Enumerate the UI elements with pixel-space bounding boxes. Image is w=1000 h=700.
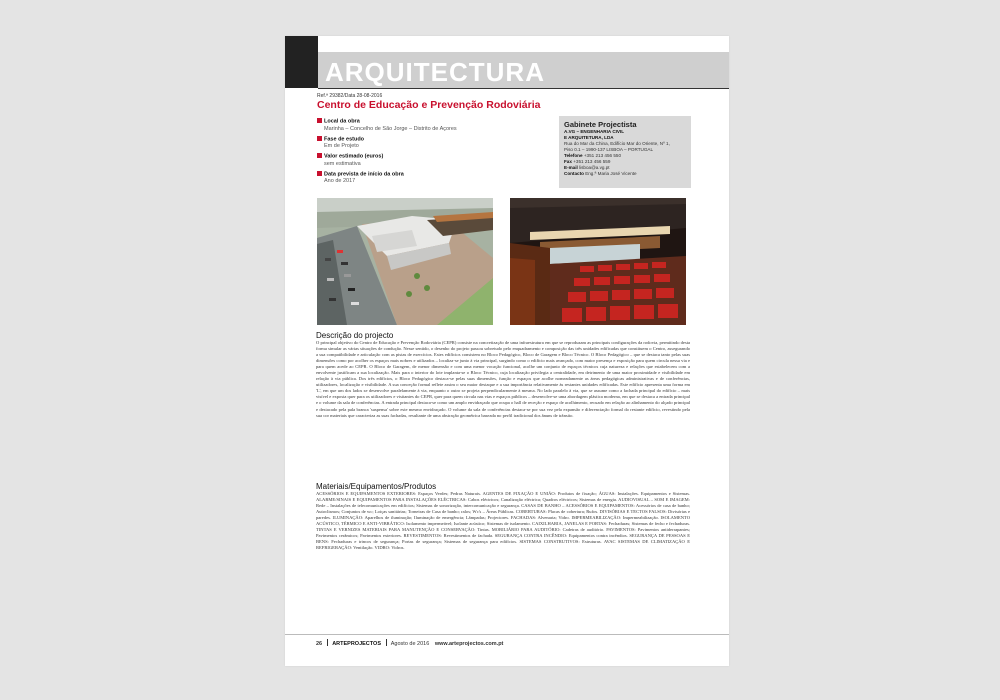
description-text: O principal objetivo do Centro de Educação e Prevenção Rodoviária (CEPR) consiste na concretização de uma infraestrutura em que se reproduzam as principais configurações da rodovia, permitindo desta forma simular as várias situações de condução. Nesse sentido, o desenho do projeto passou sobretudo pelo enquadramento e composição das três unidades edificadas que constituem o Centro, assegurando a sua compatibilidade e articulação com as pistas de exercícios. Estes edifícios consistem no Bloco Pedagógico, Bloco de Garagem e Bloco Técnico. O Bloco Pedagógico – que se destaca tanto pelas suas dimensões como por acolher os espaços mais nobres e utilizados – localiza-se junto à via principal, surgindo como o edifício mais avançado, com maior presença e exposição para quem circula nessa via e para quem acede ao CEPR. O Bloco de Garagem, de menor dimensão e com uma menor vocação funcional, acolhe um conjunto de espaços técnicos cuja natureza e relações que estabelecem com a envolvente justificam a sua localização. Mais para o interior do lote implanta-se o Bloco Técnico, cuja localização privilegia a centralidade, em detrimento de uma maior proximidade e visibilidade em relação à via pública. Dos três edifícios, o Bloco Pedagógico destaca-se pelas suas dimensões, função e espaços que acolhe nomeadamente as áreas pedagógicas administrativas e de conferências, utilizadores, localização e visibilidade. A sua conceção formal reflete assim o seu maior destaque e a sua importância relativamente às restantes unidades edificadas. Este edifício apresenta uma forma em 'L', em que um dos lados se desenvolve paralelamente à via, enquanto o outro se projeta perpendicularmente à mesma. No lado paralelo à via, que se assume como a fachada principal do edifício – mais visível e exposta quer para os utilizadores e visitantes do CEPR, quer para quem circula nas vias e espaços públicos – desenvolve-se uma abordagem plástica moderna, em que se destaca a entrada principal e o volume da sala de conferências. A entrada principal destaca-se como um amplo envidraçado que ocupa o hall de receção e espaço de acolhimento, recuado em relação ao alinhamento do alçado principal e destacado pela pala branca 'suspensa' sobre este mesmo envidraçado. O volume da sala de conferências destaca-se por sua vez pela expansão e diferenciação formal do restante edifício, revestindo pela sua cor materiais que caracteriza as suas fachadas, resultante de uma abstração geométrica baseada no perfil tradicional dos ânuns de trânsito. <box>316 340 690 418</box>
issue-date: Agosto de 2016 <box>390 641 430 647</box>
fact-label: Local da obra <box>317 118 547 126</box>
fax-label: Fax <box>564 159 572 164</box>
materials-heading: Materiais/Equipamentos/Produtos <box>316 482 437 491</box>
magazine-brand: ARTEPROJECTOS <box>332 641 381 647</box>
phone-label: Telefone <box>564 153 583 158</box>
footer-separator <box>327 639 328 646</box>
fact-location <box>317 118 547 133</box>
office-address-1: Rua do Mar da China, Edifício Mar do Oriente, Nº 1, <box>564 141 670 146</box>
website-url[interactable]: www.arteprojectos.com.pt <box>434 641 504 647</box>
project-facts <box>317 118 547 188</box>
footer-divider <box>285 634 729 635</box>
fact-value: sem estimativa <box>324 160 361 167</box>
email-label: E-mail <box>564 165 578 170</box>
fact-start-date <box>317 171 547 186</box>
fact-label: Valor estimado (euros) <box>317 153 547 161</box>
materials-text: ACESSÓRIOS E EQUIPAMENTOS EXTERIORES: Espaços Verdes; Pedras Naturais. AGENTES DE FIXAÇÃO E UNIÃO: Produtos de fixação; ÁGUAS: Instalações. Equipamentos e Sistemas. ALARME/SINAIS E EQUIPAMENTOS PARA INSTALAÇÕES ELÉCTRICAS: Cabos eléctricos; Canalização eléctrica; Quadros eléctricos; Sistemas de energia. AUDIOVISUAL – SOM E IMAGEM: Rede – Instalações de telecomunicações em edifícios; Sistemas de sonorização, intercomunicação e segurança. CASAS DE BANHO – ACESSÓRIOS E EQUIPAMENTOS: Acessórios de casa de banho; Autoclismos; Conjuntos de wc; Loiças sanitárias; Torneiras de Casa de banho; ralos; Wc's – Áreas Públicas. COBERTURAS: Placas de cobertura; Rufos. DIVISÓRIAS E TECTOS FALSOS: Divisórias e paredes. ILUMINAÇÃO: Aparelhos de iluminação; Iluminação de emergência; Lâmpadas; Projectores. FACHADAS: Alvenaria; Vidro. IMPERMEABILIZAÇÃO: Impermeabilização. ISOLAMENTO ACÚSTICO, TÉRMICO E ANTI-VIBRÁTICO: Isolamento impermeável; Isolante acústico; Sistemas de isolamento. CAIXILHARIA, JANELAS E PORTAS: Fechaduras; Sistemas de fecho e fechaduras. TINTAS E VERNIZES MATERIAIS PARA MANUTENÇÃO E CONSERVAÇÃO: Tintas. MOBILIÁRIO PARA AUDITÓRIO: Cadeiras de auditório. PAVIMENTOS: Pavimentos antiderrapantes; Pavimentos cerâmicos; Pavimentos exteriores. REVESTIMENTOS: Revestimentos de fachada. SEGURANÇA CONTRA INCÊNDIO: Equipamentos contra incêndios. SEGURANÇA DE PESSOAS E BENS: Fechaduras e trincos de segurança; Portas de segurança; Sistemas de segurança para edifícios. SISTEMAS CONSTRUTIVOS: Estruturas. AVAC SISTEMAS DE CLIMATIZAÇÃO E REFRIGERAÇÃO: Ventilação. VIDRO: Vidros. <box>316 491 690 551</box>
fact-value: Ano de 2017 <box>324 178 356 184</box>
fax-value: +351 213 456 559 <box>573 159 611 164</box>
contact-value: Eng.ª Maria José Vicente <box>585 171 637 176</box>
fact-value: Marinha – Concelho de São Jorge – Distrito de Açores <box>324 125 457 132</box>
article-reference: Ref.ª 29382/Data 28-08-2016 <box>317 93 383 99</box>
office-contact <box>564 171 686 177</box>
design-office-box <box>559 116 691 188</box>
page-number: 26 <box>316 641 323 647</box>
footer-separator <box>386 639 387 646</box>
magazine-page <box>285 36 729 666</box>
description-heading: Descrição do projecto <box>316 331 394 340</box>
section-title: ARQUITECTURA <box>325 57 545 87</box>
office-address-2: Piso 0.1 – 1990-137 LISBOA – PORTUGAL <box>564 147 654 152</box>
contact-label: Contacto <box>564 171 584 176</box>
fact-phase <box>317 136 547 151</box>
office-company-name: A.VG – ENGENHARIA CIVIL <box>564 129 625 134</box>
fact-label: Fase de estudo <box>317 136 547 144</box>
fact-label: Data prevista de início da obra <box>317 171 547 179</box>
design-office-title: Gabinete Projectista <box>564 120 637 129</box>
fact-value: Em de Projeto <box>324 143 359 149</box>
phone-value: +351 213 456 550 <box>583 153 622 158</box>
email-value: lisboa@a.vg.pt <box>579 165 610 170</box>
aerial-render-photo <box>317 198 493 325</box>
office-company-name-2: E ARQUITETURA, LDA <box>564 135 614 140</box>
fact-value-estimate <box>317 153 547 168</box>
header-corner-block <box>285 36 318 88</box>
auditorium-render-photo <box>510 198 686 325</box>
page-footer <box>316 639 503 647</box>
article-title: Centro de Educação e Prevenção Rodoviária <box>317 99 541 111</box>
